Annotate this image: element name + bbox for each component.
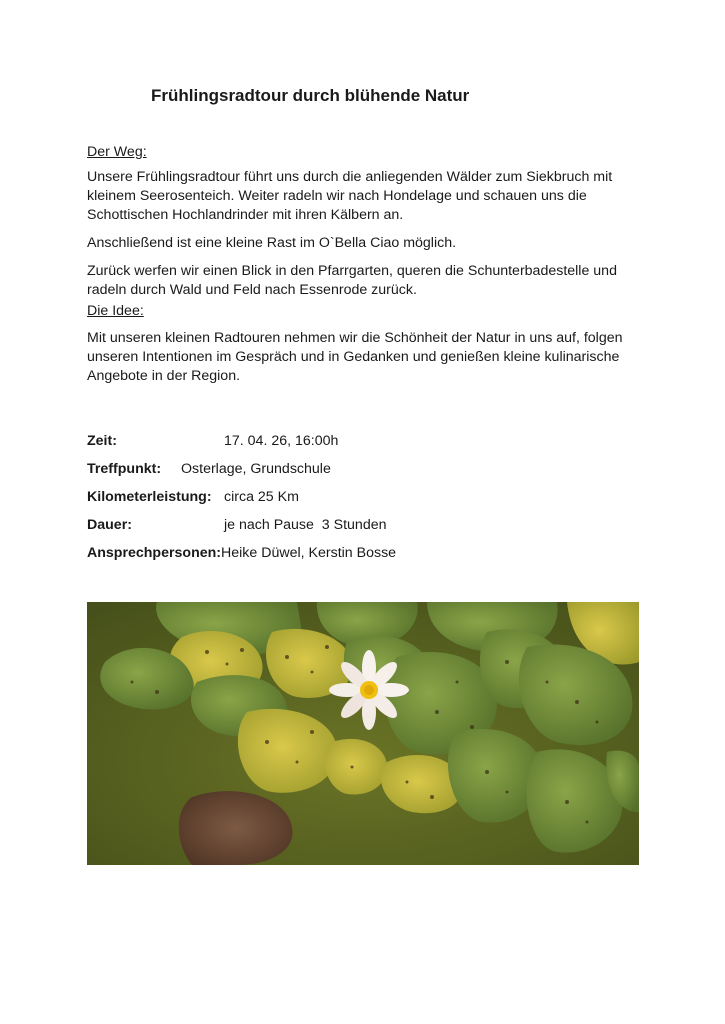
detail-label-dauer: Dauer: [87,517,132,533]
detail-value-dauer: je nach Pause 3 Stunden [224,517,387,533]
paragraph-weg-3: Zurück werfen wir einen Blick in den Pfarrgarten, queren die Schunterbadestelle und radeln durch Wald und Feld nach Essenrode zurück. [87,263,617,298]
paragraph-weg-2: Anschließend ist eine kleine Rast im O`Bella Ciao möglich. [87,235,457,251]
detail-label-treffpunkt: Treffpunkt: [87,461,162,477]
detail-label-ansprechpersonen: Ansprechpersonen: [87,545,222,561]
detail-value-kilometer: circa 25 Km [224,489,299,505]
main-text [87,143,647,395]
paragraph-weg-1: Unsere Frühlingsradtour führt uns durch die anliegenden Wälder zum Siekbruch mit kleinem Seerosenteich. Weiter radeln wir nach Hondelage und schauen uns die Schottischen Hochlandrinder mit ihren Kälbern an. [87,169,613,223]
water-lily-photo [87,602,639,865]
detail-row-dauer [87,516,647,544]
detail-label-zeit: Zeit: [87,433,117,449]
detail-row-treffpunkt [87,460,647,488]
detail-row-zeit [87,432,647,460]
detail-value-zeit: 17. 04. 26, 16:00h [224,433,339,449]
detail-value-treffpunkt: Osterlage, Grundschule [181,461,331,477]
section-heading-idee: Die Idee: [87,303,144,319]
paragraph-idee-1: Mit unseren kleinen Radtouren nehmen wir die Schönheit der Natur in uns auf, folgen unseren Intentionen im Gespräch und in Gedanken und genießen kleine kulinarische Angebote in der Region. [87,330,623,384]
detail-value-ansprechpersonen: Heike Düwel, Kerstin Bosse [221,545,397,561]
detail-row-ansprechpersonen [87,544,647,572]
detail-label-kilometer: Kilometerleistung: [87,489,212,505]
section-heading-weg: Der Weg: [87,144,147,160]
page-title: Frühlingsradtour durch blühende Natur [151,86,470,105]
detail-row-kilometer [87,488,647,516]
event-details [87,432,647,572]
